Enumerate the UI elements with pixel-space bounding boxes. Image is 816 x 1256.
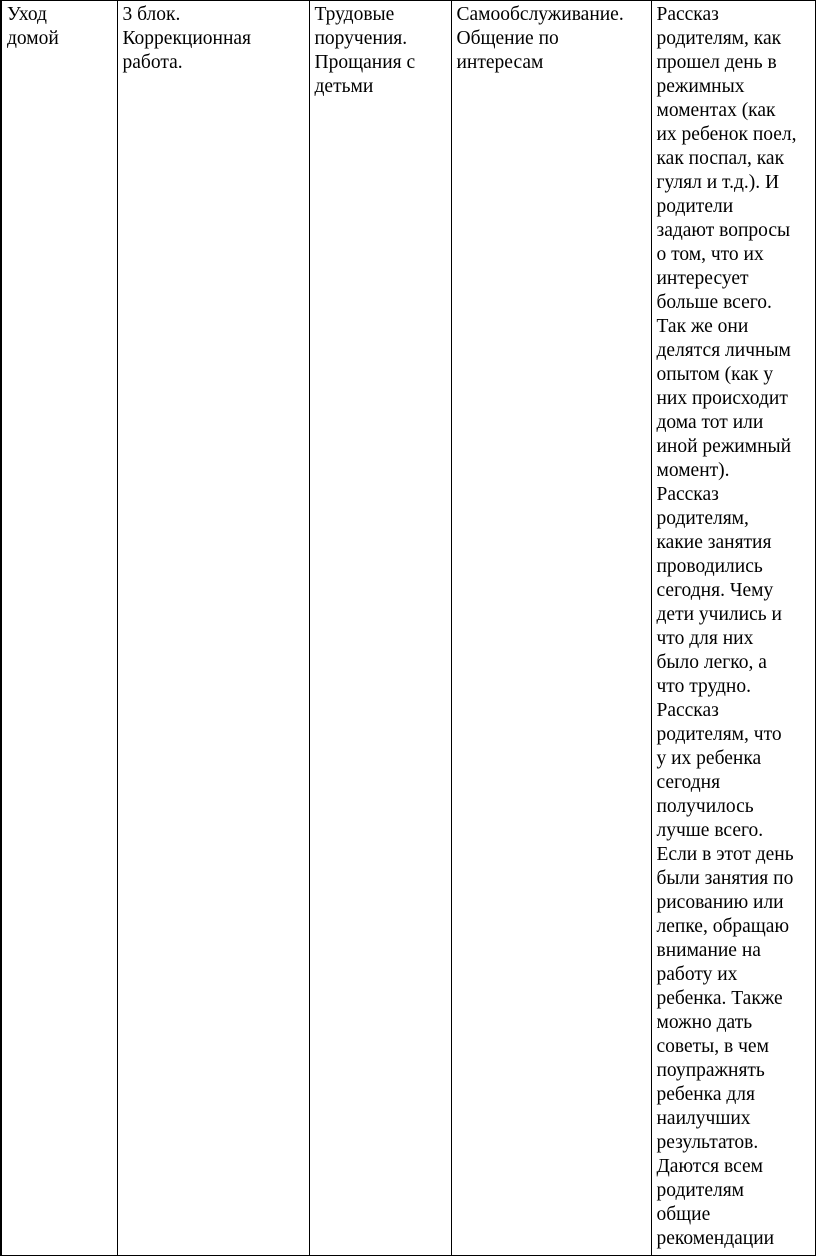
cell-text-activities: Самообслуживание. Общение по интересам	[456, 4, 624, 73]
table-cell-block	[117, 1, 309, 1256]
cell-text-tasks: Трудовые поручения. Прощания с детьми	[314, 4, 416, 97]
table-cell-parents	[651, 1, 816, 1256]
table-cell-tasks	[309, 1, 451, 1256]
cell-text-parents: Рассказ родителям, как прошел день в режимных моментах (как их ребенок поел, как поспал, как гулял и т.д.). И родители задают вопросы о том, что их интересует больше всего. Так же они делятся личным опытом (как у них происходит дома тот или иной режимный момент). Рассказ родителям, какие занятия проводились сегодня. Чему дети учились и что для них было легко, а что трудно. Рассказ родителям, что у их ребенка сегодня получилось лучше всего. Если в этот день были занятия по рисованию или лепке, обращаю внимание на работу их ребенка. Также можно дать советы, в чем поупражнять ребенка для наилучших результатов. Даются всем родителям общие рекомендации	[656, 4, 797, 1249]
table-cell-activities	[451, 1, 651, 1256]
cell-text-stage: Уход домой	[7, 4, 59, 49]
cell-text-block: 3 блок. Коррекционная работа.	[122, 4, 252, 73]
table-row	[1, 1, 816, 1256]
table-cell-stage	[1, 1, 117, 1256]
